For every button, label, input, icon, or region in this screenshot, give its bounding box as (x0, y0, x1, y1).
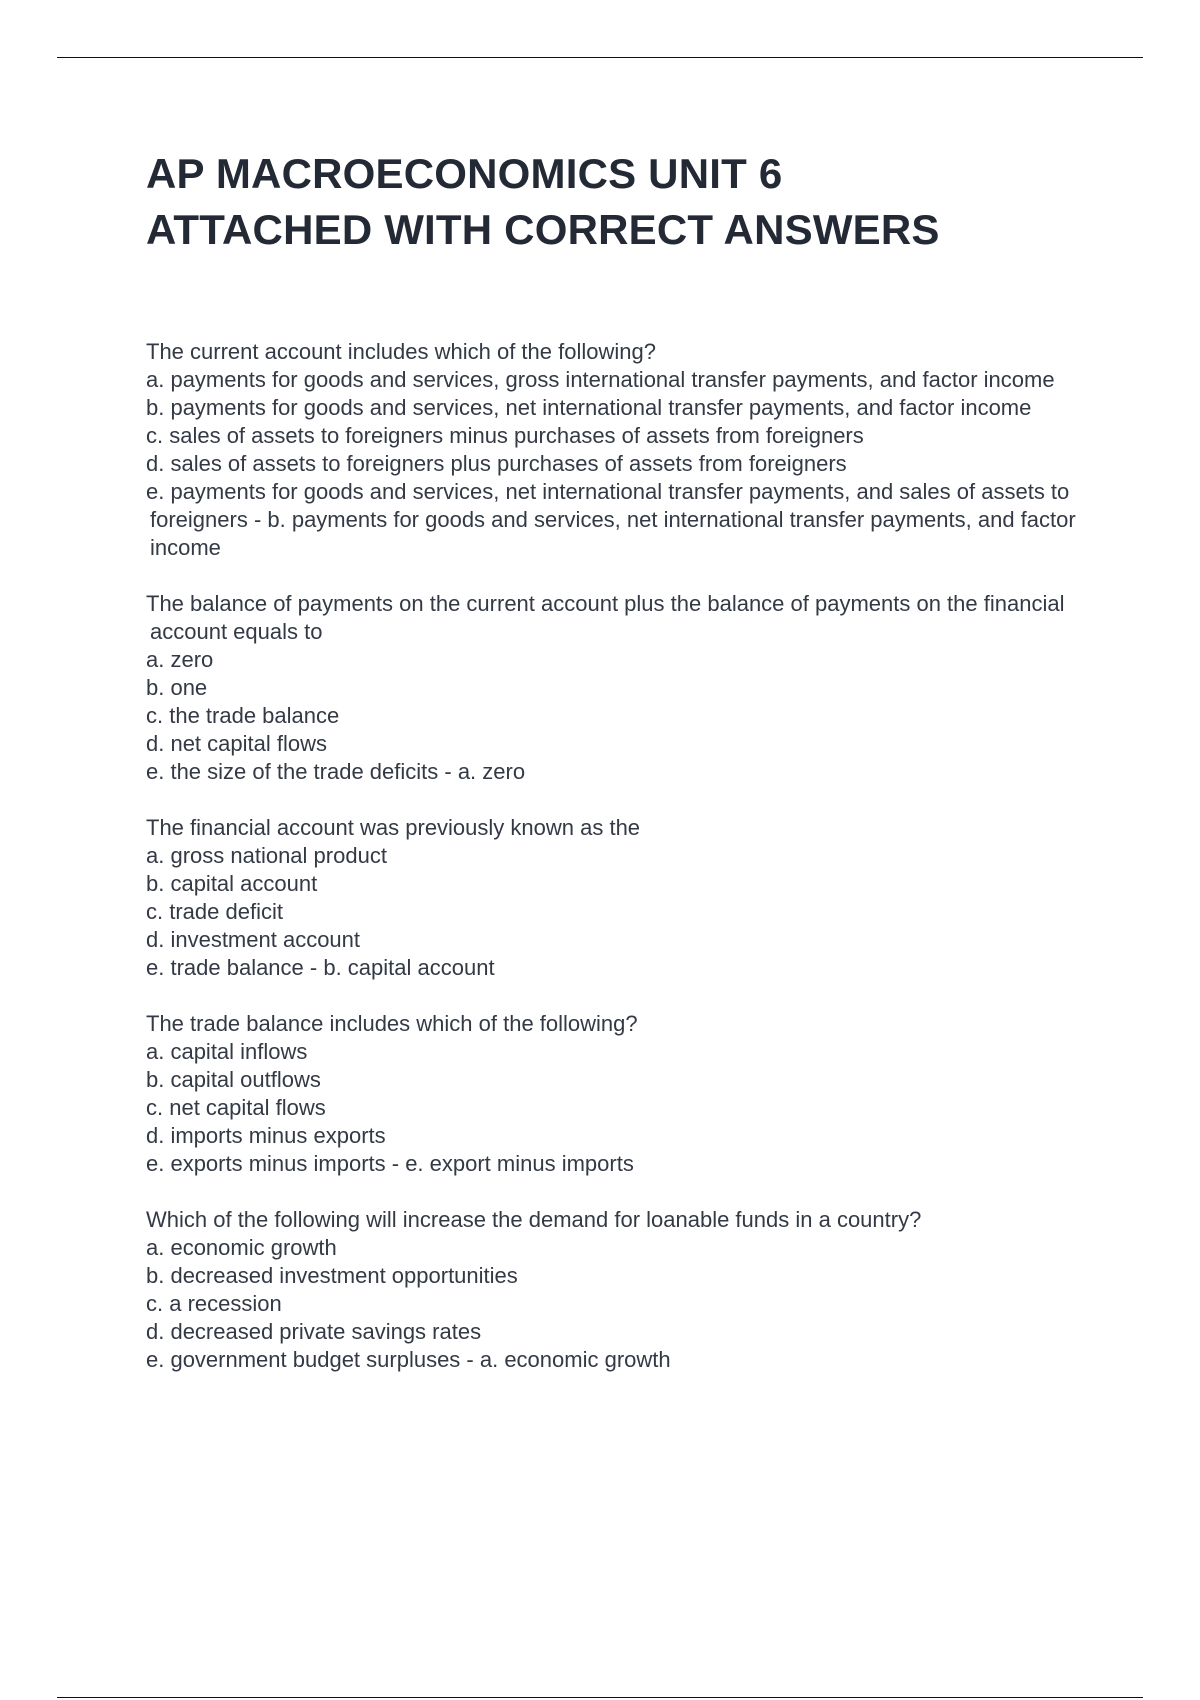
title-line-1: AP MACROECONOMICS UNIT 6 (146, 150, 783, 197)
question-3-option-b: b. capital account (146, 871, 318, 896)
question-5-option-b: b. decreased investment opportunities (146, 1263, 518, 1288)
question-2-option-a: a. zero (146, 647, 214, 672)
question-1-option-a: a. payments for goods and services, gross international transfer payments, and factor income (146, 367, 1055, 392)
question-4-option-d: d. imports minus exports (146, 1123, 386, 1148)
question-4 (146, 1010, 1096, 1178)
question-1-option-c: c. sales of assets to foreigners minus purchases of assets from foreigners (146, 423, 864, 448)
question-3-option-a: a. gross national product (146, 843, 387, 868)
question-2-prompt: The balance of payments on the current account plus the balance of payments on the financial account equals to (146, 591, 1065, 644)
question-4-option-a: a. capital inflows (146, 1039, 308, 1064)
title-line-2: ATTACHED WITH CORRECT ANSWERS (146, 206, 940, 253)
bottom-rule (57, 1697, 1143, 1698)
question-3-option-d: d. investment account (146, 927, 361, 952)
question-5-option-a: a. economic growth (146, 1235, 337, 1260)
question-1-option-d: d. sales of assets to foreigners plus purchases of assets from foreigners (146, 451, 847, 476)
page-title (146, 146, 1106, 258)
question-2-option-c: c. the trade balance (146, 703, 340, 728)
question-3 (146, 814, 1096, 982)
question-1-option-e-answer: e. payments for goods and services, net international transfer payments, and sales of assets to foreigners - b. payments for goods and services, net international transfer payments, and factor income (146, 479, 1076, 560)
top-rule (57, 57, 1143, 58)
question-2 (146, 590, 1096, 786)
question-5-option-d: d. decreased private savings rates (146, 1319, 482, 1344)
question-4-option-b: b. capital outflows (146, 1067, 321, 1092)
question-1 (146, 338, 1096, 562)
question-5-option-e-answer: e. government budget surpluses - a. economic growth (146, 1347, 671, 1372)
question-4-option-c: c. net capital flows (146, 1095, 326, 1120)
question-4-option-e-answer: e. exports minus imports - e. export minus imports (146, 1151, 634, 1176)
question-list (146, 338, 1096, 1402)
question-4-prompt: The trade balance includes which of the following? (146, 1011, 638, 1036)
question-2-option-e-answer: e. the size of the trade deficits - a. zero (146, 759, 526, 784)
question-3-prompt: The financial account was previously known as the (146, 815, 641, 840)
question-2-option-b: b. one (146, 675, 208, 700)
question-5-option-c: c. a recession (146, 1291, 282, 1316)
question-5-prompt: Which of the following will increase the demand for loanable funds in a country? (146, 1207, 922, 1232)
question-5 (146, 1206, 1096, 1374)
question-2-option-d: d. net capital flows (146, 731, 327, 756)
question-3-option-c: c. trade deficit (146, 899, 283, 924)
question-1-prompt: The current account includes which of the following? (146, 339, 656, 364)
question-3-option-e-answer: e. trade balance - b. capital account (146, 955, 495, 980)
question-1-option-b: b. payments for goods and services, net international transfer payments, and factor income (146, 395, 1032, 420)
